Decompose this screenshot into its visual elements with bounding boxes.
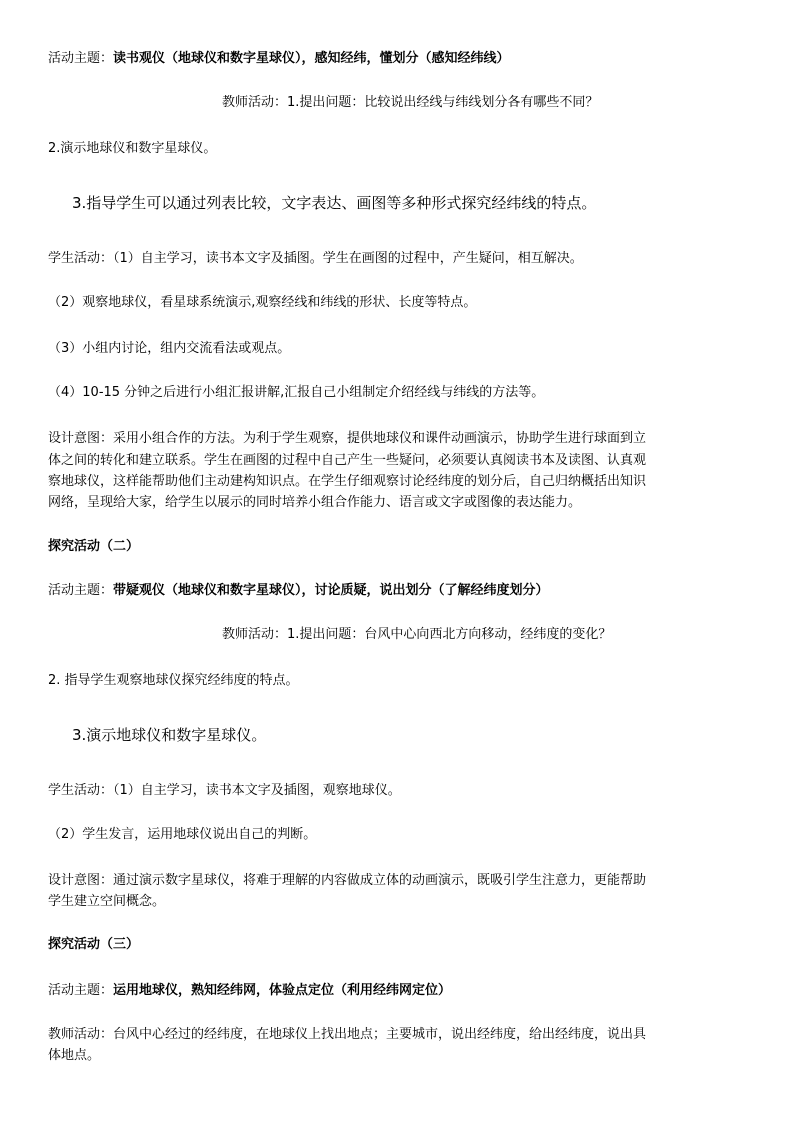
activity-theme-3 bbox=[48, 980, 748, 1001]
activity-theme-1-text: 读书观仪（地球仪和数字星球仪），感知经纬，懂划分（感知经纬线） bbox=[113, 51, 510, 66]
activity-theme-2 bbox=[48, 580, 748, 601]
activity-theme-3-label: 活动主题： bbox=[48, 983, 114, 998]
design-intent-1-line-2: 体之间的转化和建立联系。学生在画图的过程中自己产生一些疑问，必须要认真阅读书本及读图、认真观 bbox=[48, 453, 647, 468]
step-2-demo: 2.演示地球仪和数字星球仪。 bbox=[48, 141, 217, 156]
student-activity-3: （3）小组内讨论，组内交流看法或观点。 bbox=[48, 341, 291, 356]
student-activity-4: （4）10-15 分钟之后进行小组汇报讲解,汇报自己小组制定介绍经线与纬线的方法等。 bbox=[48, 385, 545, 400]
step-3-guide: 3.指导学生可以通过列表比较，文字表达、画图等多种形式探究经纬线的特点。 bbox=[72, 194, 597, 212]
teacher-activity-3-line-2: 体地点。 bbox=[48, 1048, 101, 1063]
activity-theme-3-text: 运用地球仪，熟知经纬网，体验点定位（利用经纬网定位） bbox=[113, 983, 452, 998]
step-3-demo: 3.演示地球仪和数字星球仪。 bbox=[72, 726, 267, 744]
section-heading-3: 探究活动（三） bbox=[48, 937, 140, 952]
teacher-activity-3-line-1: 教师活动：台风中心经过的经纬度，在地球仪上找出地点；主要城市，说出经纬度，给出经纬度，说出具 bbox=[48, 1027, 647, 1042]
student-activity-2: （2）观察地球仪，看星球系统演示,观察经线和纬线的形状、长度等特点。 bbox=[48, 295, 477, 310]
design-intent-2-line-1: 设计意图：通过演示数字星球仪，将难于理解的内容做成立体的动画演示，既吸引学生注意力，更能帮助 bbox=[48, 873, 647, 888]
activity-theme-2-label: 活动主题： bbox=[48, 583, 114, 598]
student-activity-6: （2）学生发言，运用地球仪说出自己的判断。 bbox=[48, 827, 317, 842]
student-activity-1: 学生活动：（1）自主学习，读书本文字及插图。学生在画图的过程中，产生疑问，相互解决。 bbox=[48, 251, 583, 266]
design-intent-1-line-3: 察地球仪，这样能帮助他们主动建构知识点。在学生仔细观察讨论经纬度的划分后，自己归纳概括出知识 bbox=[48, 474, 647, 489]
design-intent-2-line-2: 学生建立空间概念。 bbox=[48, 894, 166, 909]
activity-theme-2-text: 带疑观仪（地球仪和数字星球仪），讨论质疑，说出划分（了解经纬度划分） bbox=[113, 583, 549, 598]
section-heading-2: 探究活动（二） bbox=[48, 539, 140, 554]
teacher-activity-2: 教师活动：1.提出问题：台风中心向西北方向移动，经纬度的变化？ bbox=[222, 627, 612, 642]
design-intent-1-line-4: 网络，呈现给大家，给学生以展示的同时培养小组合作能力、语言或文字或图像的表达能力。 bbox=[48, 495, 582, 510]
activity-theme-1 bbox=[48, 48, 748, 69]
teacher-activity-1: 教师活动：1.提出问题：比较说出经线与纬线划分各有哪些不同？ bbox=[222, 95, 599, 110]
design-intent-1-line-1: 设计意图：采用小组合作的方法。为利于学生观察，提供地球仪和课件动画演示，协助学生进行球面到立 bbox=[48, 431, 647, 446]
activity-theme-1-label: 活动主题： bbox=[48, 51, 114, 66]
student-activity-5: 学生活动：（1）自主学习，读书本文字及插图，观察地球仪。 bbox=[48, 783, 401, 798]
step-2-guide: 2. 指导学生观察地球仪探究经纬度的特点。 bbox=[48, 673, 299, 688]
